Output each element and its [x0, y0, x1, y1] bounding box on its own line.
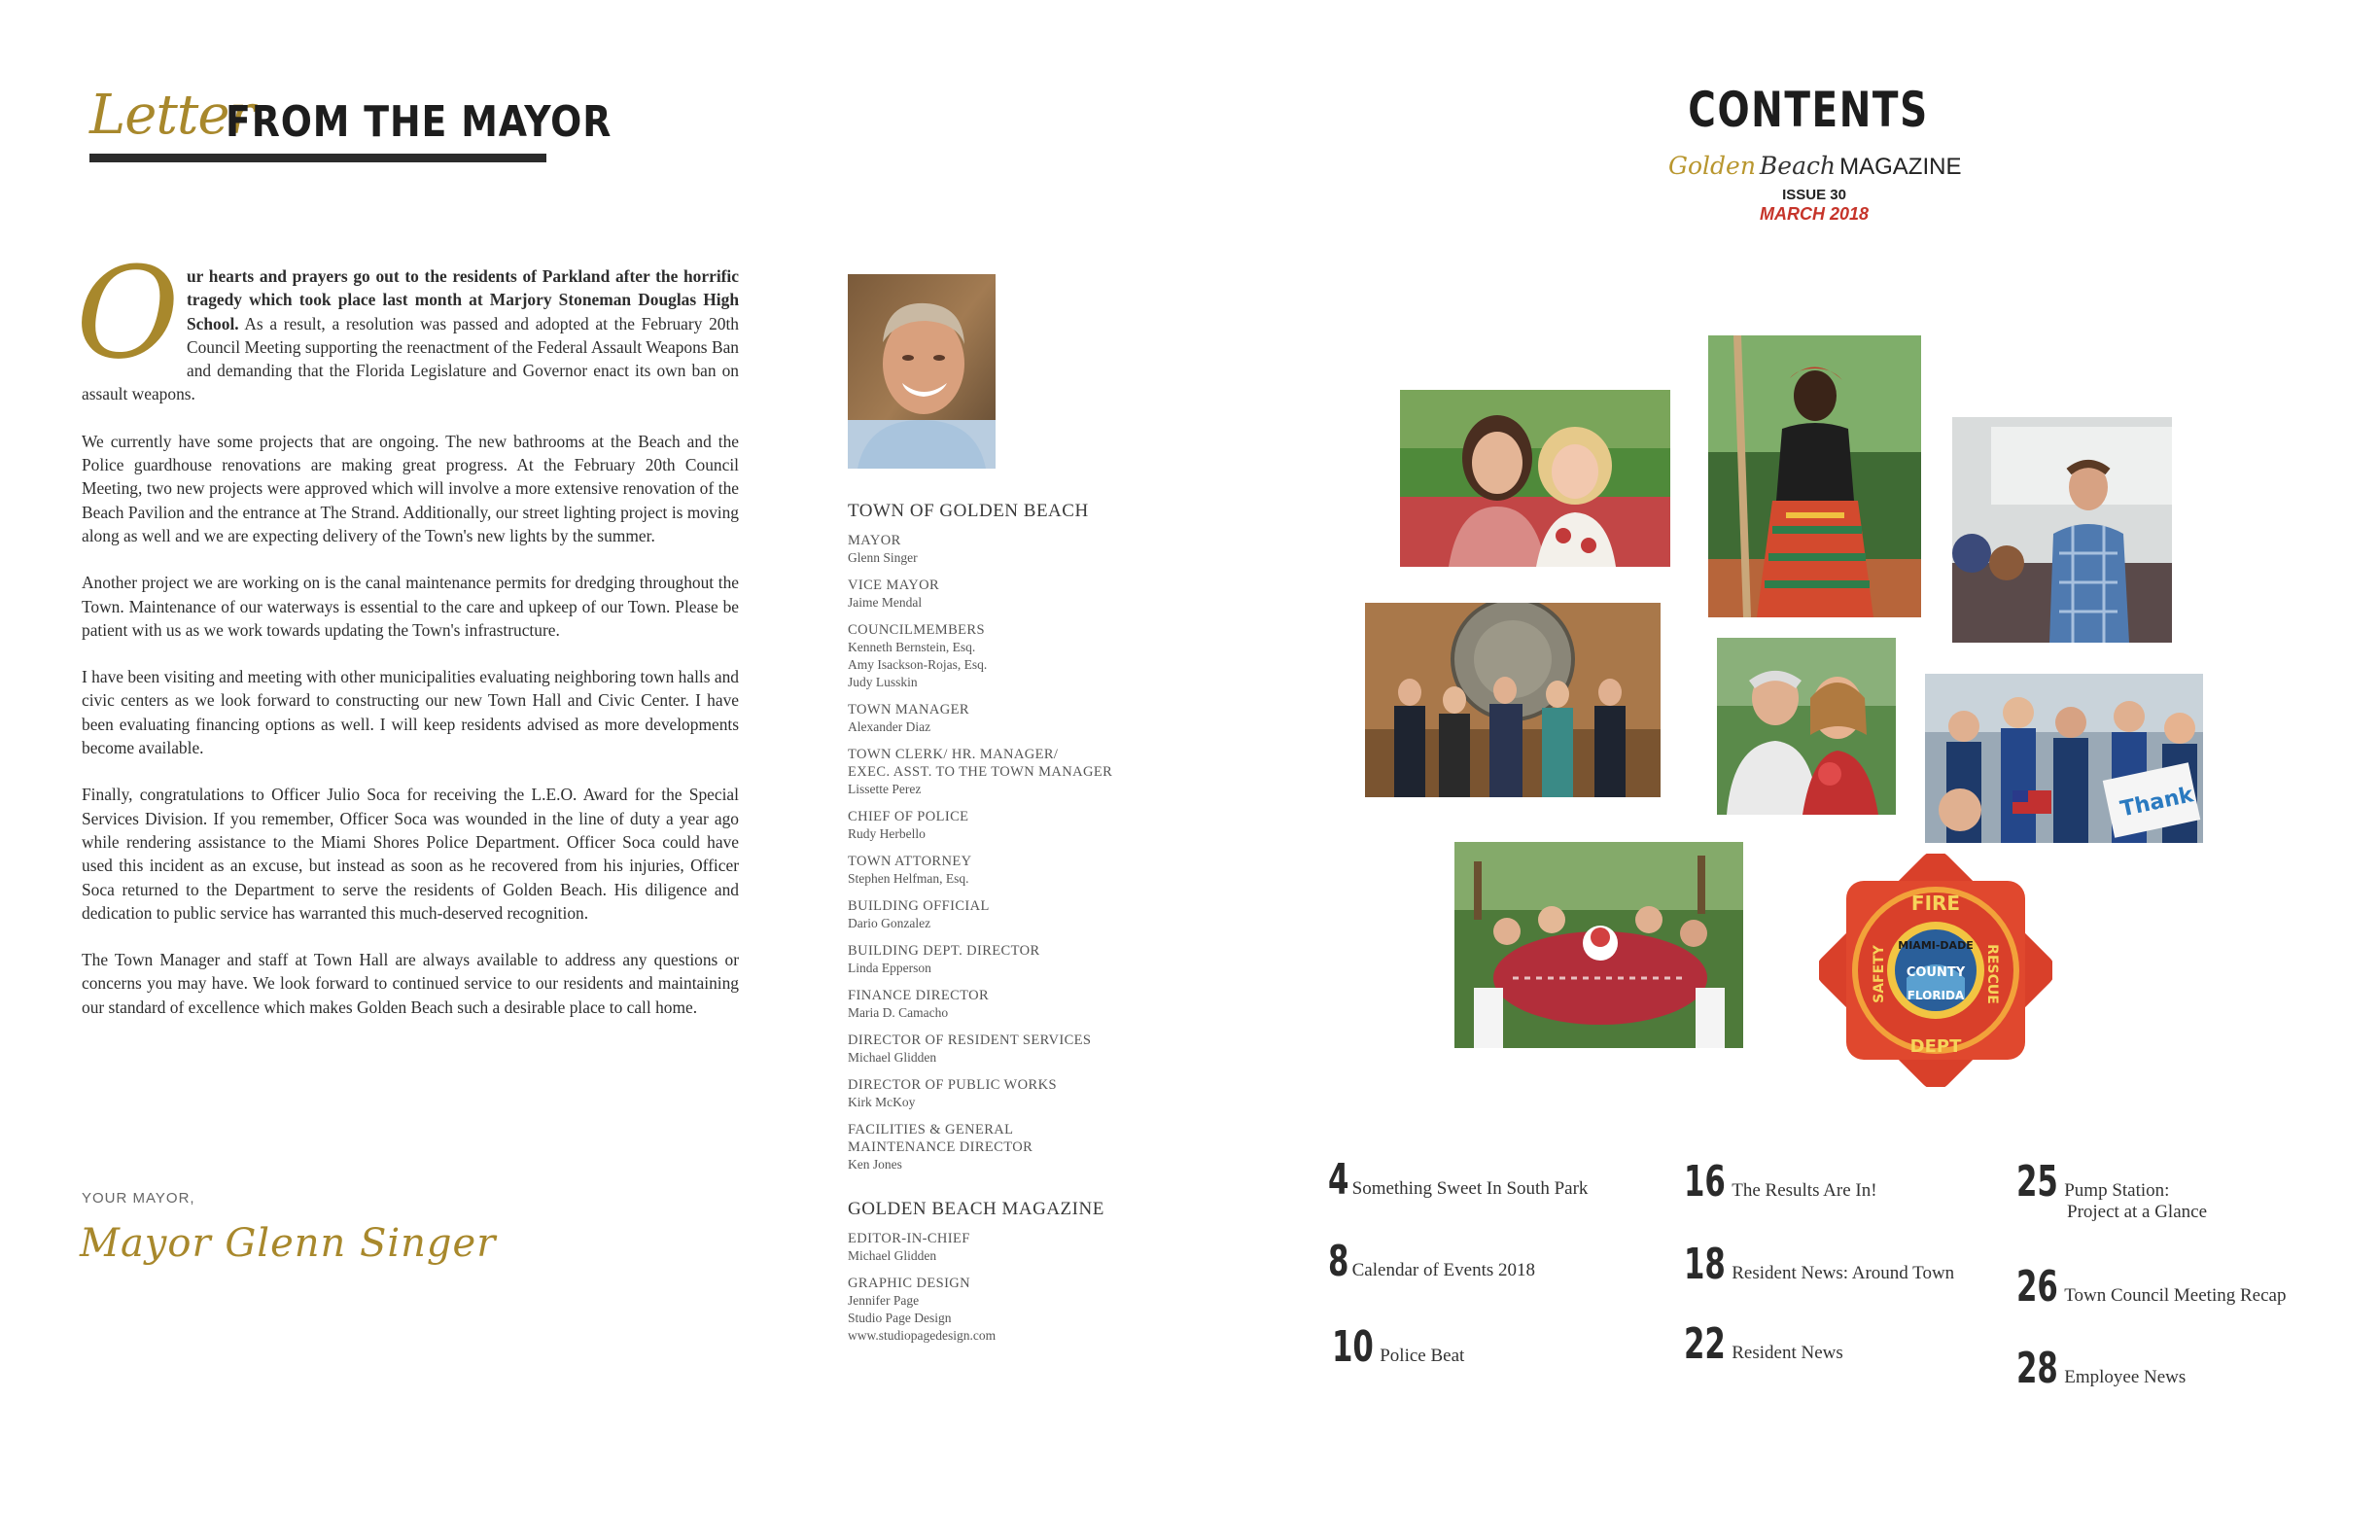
staff-name: Maria D. Camacho	[848, 1005, 949, 1020]
staff-name: Kirk McKoy	[848, 1095, 916, 1109]
staff-name: Michael Glidden	[848, 1248, 937, 1263]
toc-page-number: 16	[1684, 1157, 1726, 1207]
toc-label-line2: Project at a Glance	[2067, 1202, 2208, 1222]
staff-name: Jennifer Page Studio Page Design www.studiopagedesign.com	[848, 1293, 997, 1343]
toc-item[interactable]	[1684, 1319, 1843, 1369]
staff-entry	[848, 621, 1198, 691]
staff-name: Jaime Mendal	[848, 595, 923, 610]
toc-label: Resident News	[1732, 1343, 1843, 1363]
issue-number: ISSUE 30	[1782, 187, 1846, 203]
staff-entry	[848, 1076, 1198, 1111]
fire-rescue-badge	[1819, 854, 2052, 1087]
toc-label: The Results Are In!	[1732, 1180, 1877, 1201]
staff-directory	[848, 501, 1198, 1354]
photo-council-group	[1365, 603, 1661, 797]
toc-page-number: 25	[2016, 1157, 2058, 1207]
letter-paragraph: The Town Manager and staff at Town Hall are always available to address any questions or concerns you may have. We look forward to continued service to our residents and maintaining our standard of excellence which makes Golden Beach such a desirable place to call home.	[82, 950, 739, 1017]
toc-item[interactable]	[1328, 1155, 1588, 1205]
staff-entry	[848, 1230, 1198, 1265]
letter-closing: YOUR MAYOR,	[82, 1190, 195, 1207]
letter-paragraph: I have been visiting and meeting with other municipalities evaluating neighboring town halls and civic centers as we look forward to constructing our new Town Hall and Civic Center. I have been evaluating financing options as well. I will keep residents advised as more developments become available.	[82, 667, 739, 758]
staff-role: TOWN ATTORNEY	[848, 854, 972, 869]
toc-page-number: 26	[2016, 1262, 2058, 1312]
toc-page-number: 10	[1332, 1322, 1374, 1372]
photo-mother-daughter	[1400, 390, 1670, 567]
staff-entry	[848, 577, 1198, 612]
staff-role: TOWN CLERK/ HR. MANAGER/ EXEC. ASST. TO THE TOWN MANAGER	[848, 747, 1113, 780]
staff-role: VICE MAYOR	[848, 578, 940, 593]
magazine-heading: GOLDEN BEACH MAGAZINE	[848, 1199, 1104, 1219]
letter-title-script: Letter	[89, 84, 255, 147]
staff-name: Michael Glidden	[848, 1050, 937, 1065]
staff-entry	[848, 701, 1198, 736]
toc-label: Town Council Meeting Recap	[2064, 1285, 2287, 1306]
staff-name: Kenneth Bernstein, Esq. Amy Isackson-Rojas, Esq. Judy Lusskin	[848, 640, 988, 689]
staff-entry	[848, 532, 1198, 567]
letter-title-caps: FROM THE MAYOR	[226, 97, 612, 147]
issue-date: MARCH 2018	[1759, 204, 1870, 224]
toc-item[interactable]	[1684, 1157, 1877, 1207]
badge-miami-dade: MIAMI-DADE	[1898, 939, 1974, 952]
staff-entry	[848, 808, 1198, 843]
letter-paragraph: We currently have some projects that are ongoing. The new bathrooms at the Beach and the Police guardhouse renovations are making great progress. At the February 20th Council Meeting, two new projects were approved which will involve a more extensive renovation of the Beach Pavilion and the entrance at The Strand. Additionally, our street lighting project is moving along as well and we are expecting delivery of the Town's new lights by the summer.	[82, 431, 739, 545]
letter-paragraph: Finally, congratulations to Officer Julio Soca for receiving the L.E.O. Award for the Special Services Division. If you remember, Officer Soca was wounded in the line of duty a year ago while rendering assistance to the Miami Shores Police Department. Officer Soca could have used this incident as an excuse, but instead as soon as he recovered from his injuries, Officer Soca returned to the Department to serve the residents of Golden Beach. His diligence and dedication to public service has warranted this much-deserved recognition.	[82, 785, 739, 923]
staff-role: FINANCE DIRECTOR	[848, 988, 990, 1003]
title-underline	[89, 154, 546, 162]
staff-name: Rudy Herbello	[848, 826, 926, 841]
staff-name: Glenn Singer	[848, 550, 918, 565]
staff-entry	[848, 746, 1198, 798]
staff-name: Alexander Diaz	[848, 719, 931, 734]
letter-body	[76, 239, 739, 1042]
staff-role: FACILITIES & GENERAL MAINTENANCE DIRECTOR	[848, 1122, 1033, 1155]
staff-entry	[848, 942, 1198, 977]
staff-role: DIRECTOR OF PUBLIC WORKS	[848, 1077, 1057, 1093]
toc-item[interactable]	[2016, 1262, 2286, 1312]
staff-role: CHIEF OF POLICE	[848, 809, 969, 824]
staff-entry	[848, 1121, 1198, 1173]
toc-label: Resident News: Around Town	[1732, 1263, 1955, 1283]
staff-entry	[848, 1275, 1198, 1345]
badge-rescue: RESCUE	[1984, 944, 2000, 1004]
letter-title	[89, 78, 612, 167]
mayor-signature: Mayor Glenn Singer	[80, 1221, 497, 1266]
staff-entry	[848, 987, 1198, 1022]
staff-role: BUILDING OFFICIAL	[848, 898, 990, 914]
photo-students	[1925, 674, 2203, 843]
letter-lead: ur hearts and prayers go out to the residents of Parkland after the horrific tragedy which took place last month at Marjory Stoneman Douglas High School.	[187, 266, 739, 333]
staff-role: COUNCILMEMBERS	[848, 622, 985, 638]
staff-role: GRAPHIC DESIGN	[848, 1276, 971, 1291]
contents-title: CONTENTS	[1688, 82, 1929, 138]
toc-item[interactable]	[2016, 1344, 2186, 1393]
magazine-logo	[1668, 152, 1960, 181]
badge-safety: SAFETY	[1872, 945, 1887, 1003]
toc-label: Police Beat	[1380, 1346, 1465, 1366]
staff-entry	[848, 1032, 1198, 1067]
photo-garden-party	[1454, 842, 1743, 1048]
badge-county: COUNTY	[1906, 965, 1966, 980]
logo-beach: Beach	[1759, 152, 1837, 180]
staff-role: BUILDING DEPT. DIRECTOR	[848, 943, 1040, 959]
toc-label: Something Sweet In South Park	[1351, 1178, 1589, 1199]
photo-costume-woman	[1708, 335, 1921, 617]
staff-name: Ken Jones	[848, 1157, 902, 1172]
photo-couple	[1717, 638, 1896, 815]
staff-groups	[848, 532, 1198, 1173]
letter-paragraph: Another project we are working on is the canal maintenance permits for dredging throughout the Town. Maintenance of our waterways is essential to the care and upkeep of our Town. Please be patient with us as we work towards updating the Town's infrastructure.	[82, 573, 739, 640]
badge-fire: FIRE	[1910, 892, 1961, 915]
logo-magazine: MAGAZINE	[1839, 154, 1962, 180]
letter-lead-rest: As a result, a resolution was passed and adopted at the February 20th Council Meeting supporting the reenactment of the Federal Assault Weapons Ban and demanding that the Florida Legislature and Governor enact its own ban on assault weapons.	[82, 313, 739, 404]
staff-role: MAYOR	[848, 533, 901, 548]
logo-golden: Golden	[1668, 152, 1756, 180]
staff-name: Stephen Helfman, Esq.	[848, 871, 969, 886]
toc-page-number: 28	[2016, 1344, 2058, 1393]
badge-florida: FLORIDA	[1907, 989, 1965, 1002]
toc-page-number: 4	[1328, 1155, 1349, 1205]
toc-item[interactable]	[1328, 1237, 1535, 1286]
staff-name: Linda Epperson	[848, 961, 931, 975]
letter-paragraph	[76, 239, 739, 406]
toc-label: Employee News	[2064, 1367, 2187, 1387]
mayor-portrait	[848, 274, 996, 469]
drop-cap: O	[76, 239, 180, 387]
photo-speaker	[1952, 417, 2172, 643]
staff-entry	[848, 853, 1198, 888]
toc-item[interactable]	[1684, 1240, 1954, 1289]
toc-page-number: 22	[1684, 1319, 1726, 1369]
town-heading: TOWN OF GOLDEN BEACH	[848, 501, 1089, 521]
toc-item[interactable]	[1332, 1322, 1464, 1372]
toc-page-number: 8	[1328, 1237, 1349, 1286]
badge-dept: DEPT	[1909, 1036, 1962, 1057]
toc-label: Pump Station:	[2064, 1180, 2170, 1201]
toc-page-number: 18	[1684, 1240, 1726, 1289]
staff-entry	[848, 897, 1198, 932]
magazine-groups	[848, 1230, 1198, 1345]
thank-sign-text: Thank	[2118, 783, 2196, 822]
staff-role: EDITOR-IN-CHIEF	[848, 1231, 970, 1246]
staff-role: TOWN MANAGER	[848, 702, 969, 718]
staff-role: DIRECTOR OF RESIDENT SERVICES	[848, 1032, 1092, 1048]
staff-name: Lissette Perez	[848, 782, 922, 796]
toc-item[interactable]	[2016, 1157, 2208, 1222]
toc-label: Calendar of Events 2018	[1351, 1260, 1535, 1280]
staff-name: Dario Gonzalez	[848, 916, 931, 930]
